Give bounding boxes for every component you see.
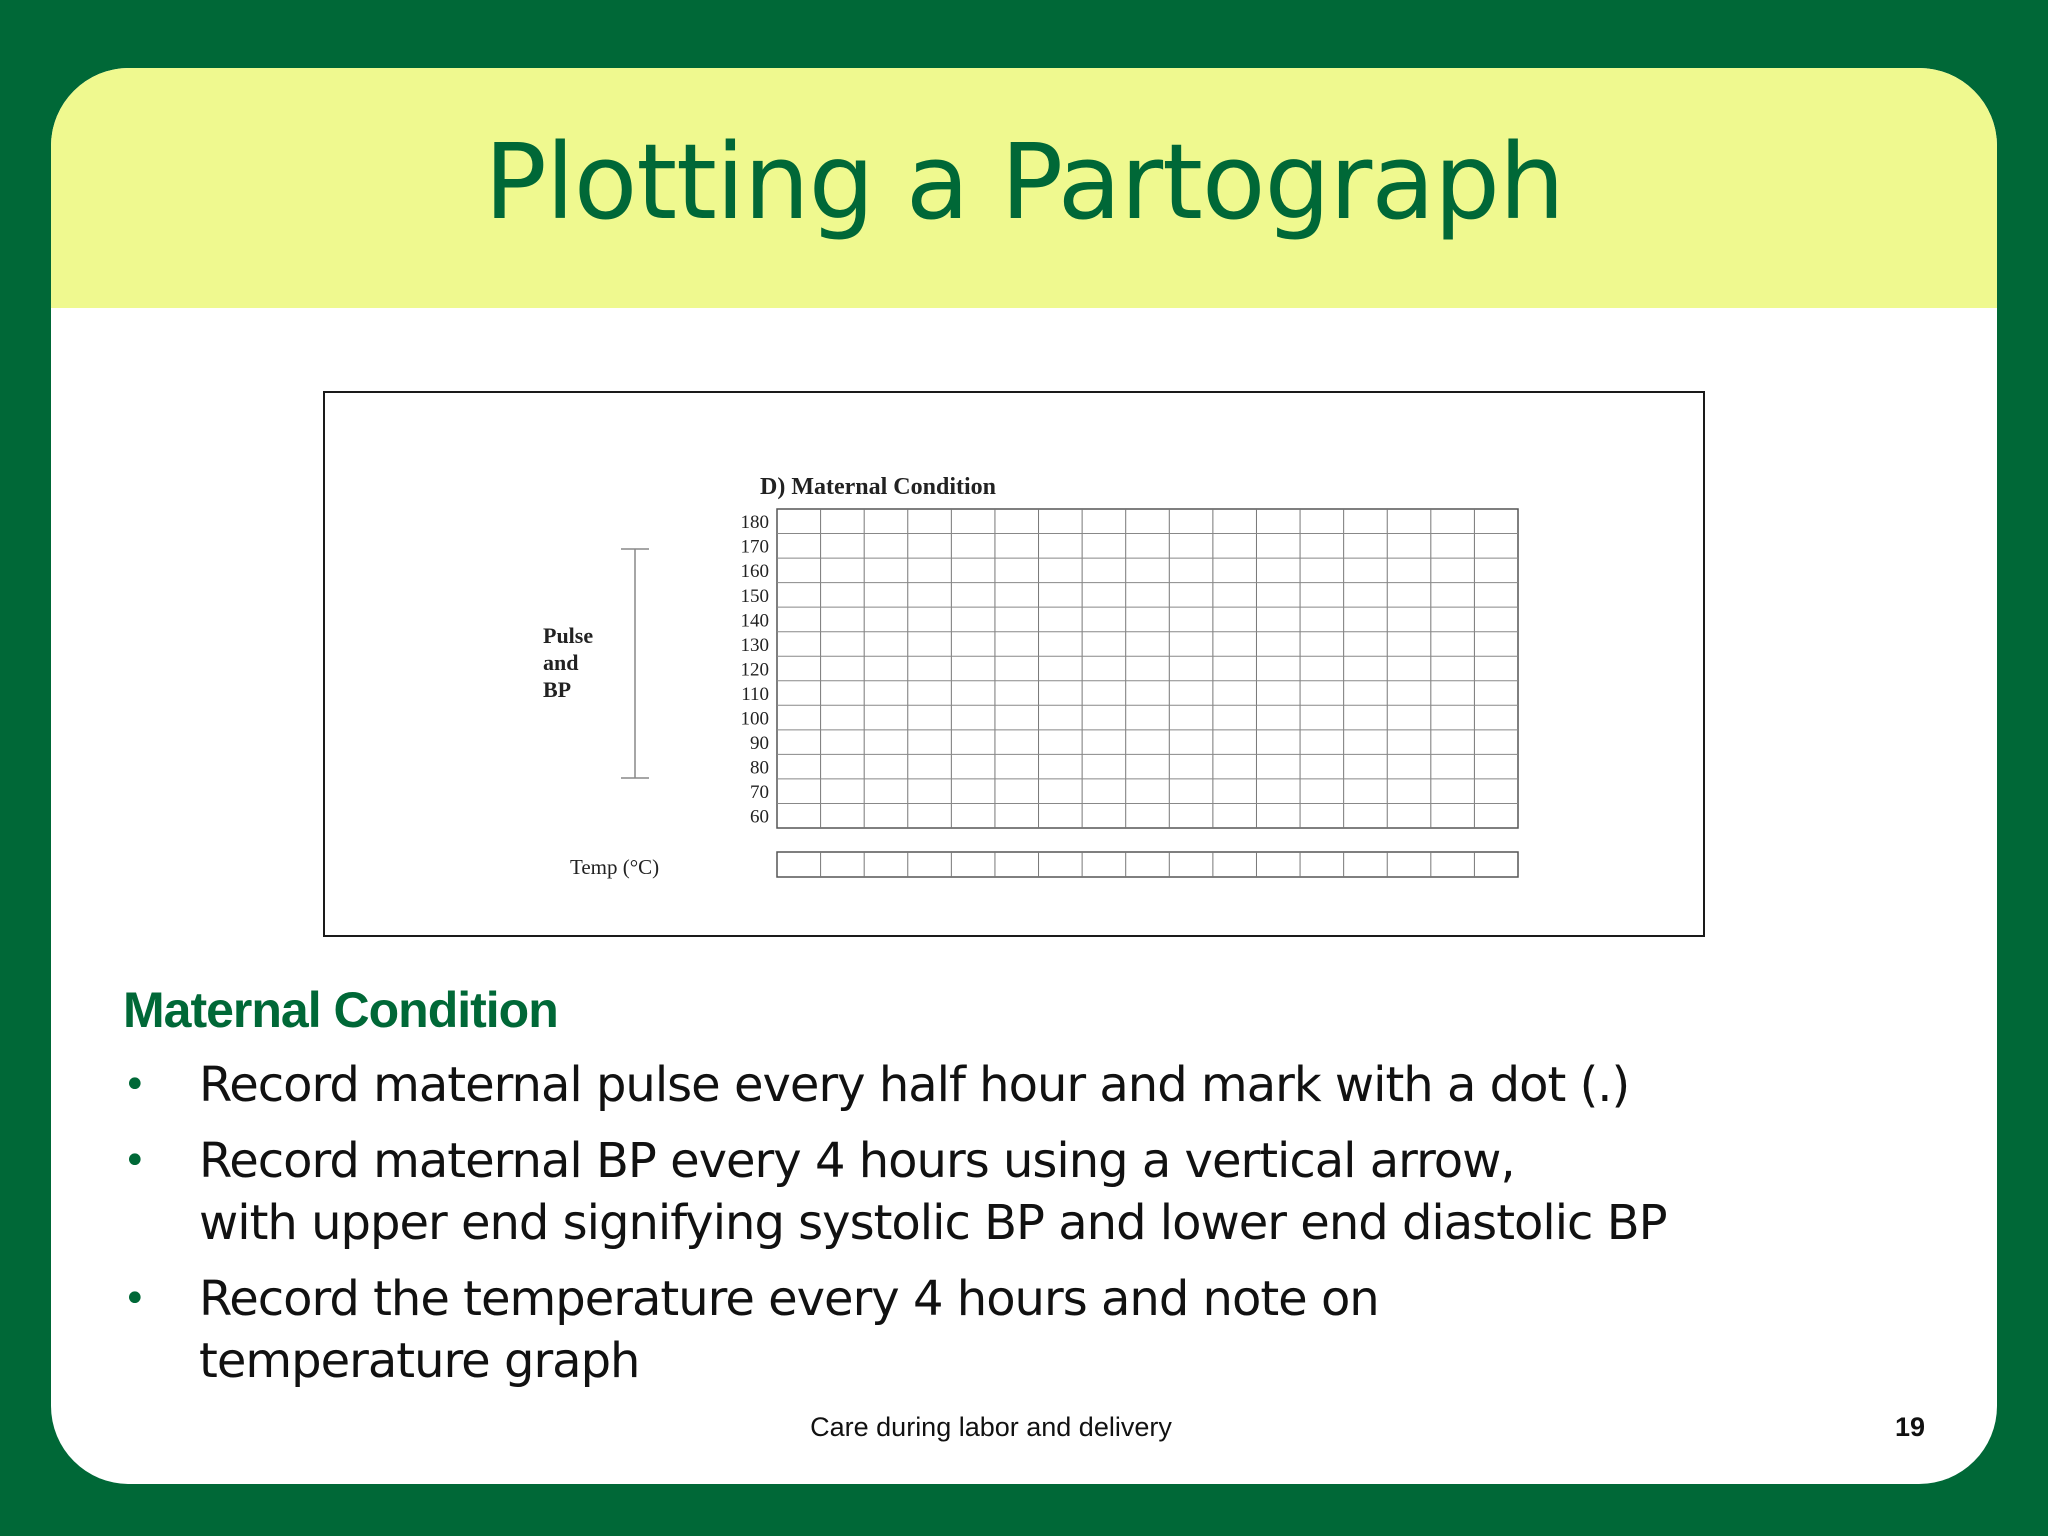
- bullet-item: [123, 1130, 1923, 1254]
- grid-frame: [777, 509, 1518, 828]
- bullet-list: [123, 1054, 1923, 1406]
- y-tick-label: 170: [740, 536, 769, 558]
- figure-heading: D) Maternal Condition: [760, 474, 996, 500]
- temp-grid-frame: [777, 852, 1518, 877]
- partograph-figure: [323, 391, 1705, 937]
- pulse-bp-bracket: [621, 549, 649, 778]
- y-tick-label: 130: [740, 634, 769, 656]
- pulse-bp-label-line: Pulse: [543, 623, 594, 648]
- slide: [51, 68, 1997, 1484]
- y-tick-label: 100: [740, 708, 769, 730]
- pulse-bp-grid: [777, 509, 1518, 828]
- y-tick-label: 110: [741, 683, 769, 705]
- y-tick-label: 180: [740, 512, 769, 534]
- bullet-marker: •: [123, 1138, 146, 1184]
- bullet-text-line: temperature graph: [199, 1333, 640, 1389]
- y-tick-label: 70: [750, 782, 769, 804]
- pulse-bp-label-line: BP: [543, 677, 572, 702]
- y-tick-label: 140: [740, 610, 769, 632]
- bullet-marker: •: [123, 1062, 146, 1108]
- slide-title: Plotting a Partograph: [484, 121, 1564, 243]
- bullet-text-line: Record maternal BP every 4 hours using a vertical arrow,: [199, 1133, 1515, 1189]
- bullet-item: [123, 1268, 1923, 1392]
- pulse-bp-label: [543, 623, 593, 702]
- temp-grid: [777, 852, 1518, 877]
- bullet-text-line: Record the temperature every 4 hours and note on: [199, 1271, 1379, 1327]
- section-heading: Maternal Condition: [123, 982, 558, 1038]
- bullet-text-line: Record maternal pulse every half hour and mark with a dot (.): [199, 1057, 1630, 1113]
- y-tick-label: 150: [740, 585, 769, 607]
- pulse-bp-label-line: and: [543, 650, 579, 675]
- y-tick-label: 90: [750, 732, 769, 754]
- y-axis-ticks: [741, 512, 770, 827]
- y-tick-label: 80: [750, 757, 769, 779]
- bullet-text-line: with upper end signifying systolic BP and lower end diastolic BP: [199, 1195, 1667, 1251]
- bullet-item: [123, 1054, 1923, 1116]
- temp-label: Temp (°C): [570, 855, 660, 879]
- page-number: 19: [1894, 1412, 1925, 1442]
- y-tick-label: 160: [740, 561, 769, 583]
- bullet-marker: •: [123, 1276, 146, 1322]
- y-tick-label: 60: [750, 806, 769, 828]
- footer-text: Care during labor and delivery: [810, 1412, 1172, 1442]
- partograph-chart: [325, 393, 1703, 935]
- y-tick-label: 120: [740, 659, 769, 681]
